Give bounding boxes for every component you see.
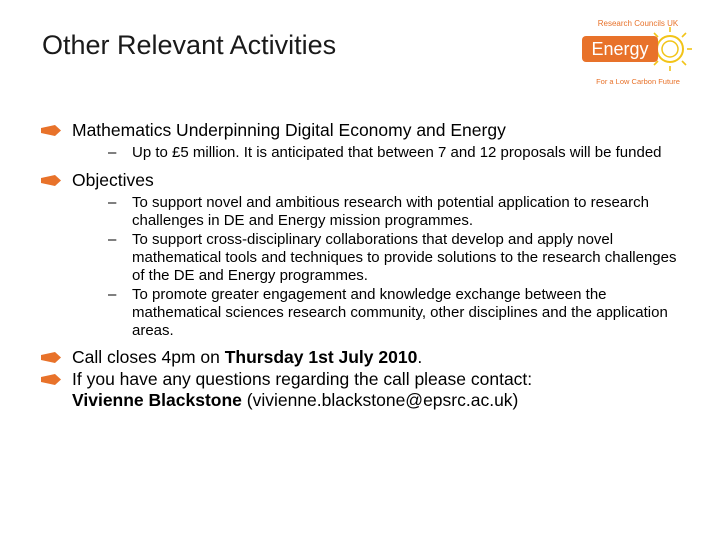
dash: – — [108, 144, 117, 161]
call-text: Call closes 4pm on — [72, 347, 225, 367]
bullet-list — [40, 120, 680, 411]
call-text-end: . — [417, 347, 423, 367]
bullet-item — [40, 120, 680, 162]
sub-text: Up to £5 million. It is anticipated that between 7 and 12 proposals will be funded — [132, 144, 662, 161]
logo-main-text: Energy — [591, 39, 649, 59]
sub-text: To support novel and ambitious research with potential application to research challenges in DE and Energy mission programmes. — [132, 194, 649, 229]
dash: – — [108, 194, 117, 211]
bullet-item — [40, 170, 680, 340]
sub-list — [72, 194, 680, 340]
contact-name: Vivienne Blackstone — [72, 390, 242, 410]
dash: – — [108, 231, 117, 248]
orange-arrow-icon — [40, 374, 62, 385]
orange-arrow-icon — [40, 125, 62, 136]
sub-item — [72, 144, 680, 162]
sub-text: To support cross-disciplinary collaborations that develop and apply novel mathematical tools and techniques to provide solutions to the research challenges of the DE and Energy programmes. — [132, 231, 677, 284]
sub-item — [72, 286, 680, 340]
logo-top-text: Research Councils UK — [597, 19, 679, 28]
logo-bottom-text: For a Low Carbon Future — [596, 77, 680, 86]
contact-email: (vivienne.blackstone@epsrc.ac.uk) — [241, 390, 519, 410]
dash: – — [108, 286, 117, 303]
bullet-item — [40, 369, 680, 411]
sub-item — [72, 231, 680, 285]
sub-list — [72, 144, 680, 162]
sub-text: To promote greater engagement and knowledge exchange between the mathematical sciences research community, other disciplines and the application areas. — [132, 286, 668, 339]
bullet-item — [40, 347, 680, 368]
sub-item — [72, 194, 680, 230]
page-title: Other Relevant Activities — [42, 30, 337, 60]
orange-arrow-icon — [40, 352, 62, 363]
bullet-text: Mathematics Underpinning Digital Economy and Energy — [72, 120, 506, 140]
contact-text: If you have any questions regarding the call please contact: — [72, 369, 533, 389]
call-deadline: Thursday 1st July 2010 — [224, 347, 418, 367]
energy-logo — [580, 12, 698, 94]
bullet-text: Objectives — [72, 170, 154, 190]
orange-arrow-icon — [40, 175, 62, 186]
